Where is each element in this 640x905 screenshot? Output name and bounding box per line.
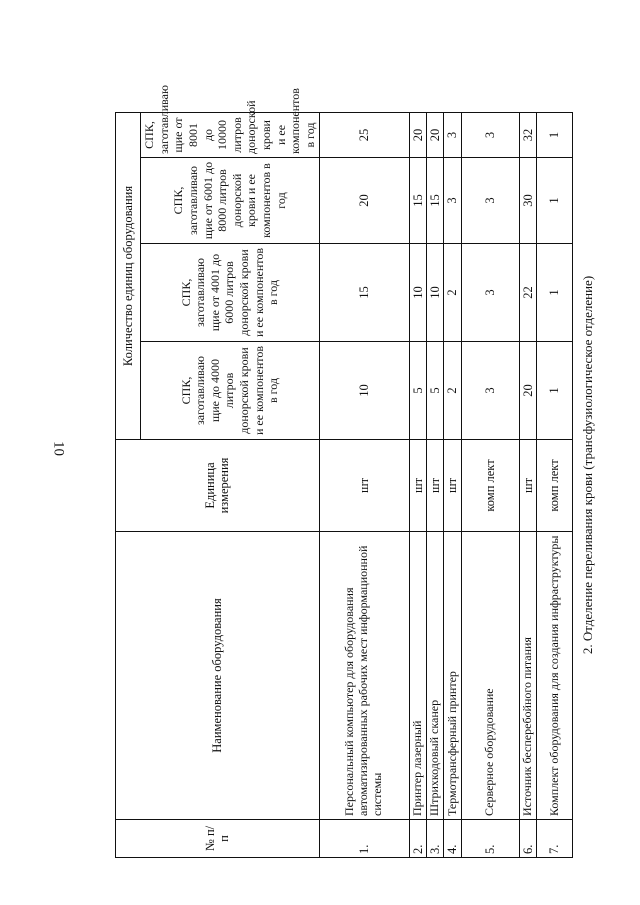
row-value: 1: [537, 112, 573, 157]
row-value: 30: [519, 158, 536, 244]
row-value: 15: [319, 244, 409, 342]
row-name: Серверное оборудование: [461, 532, 519, 820]
row-name: Принтер лазерный: [409, 532, 426, 820]
table-row: [426, 112, 443, 857]
row-name: Штрихкодовый сканер: [426, 532, 443, 820]
row-value: 10: [426, 244, 443, 342]
row-value: 15: [409, 158, 426, 244]
row-unit: комп лект: [537, 440, 573, 532]
row-value: 25: [319, 112, 409, 157]
header-quantity: Количество единиц оборудования: [116, 112, 141, 439]
row-value: 3: [444, 112, 461, 157]
row-value: 2: [444, 342, 461, 440]
row-value: 10: [319, 342, 409, 440]
row-value: 22: [519, 244, 536, 342]
header-unit: Единица измерения: [116, 440, 320, 532]
table-row: [537, 112, 573, 857]
row-value: 10: [409, 244, 426, 342]
header-col-2: СПК, заготавливаю щие от 4001 до 6000 литров донорской крови и ее компонентов в год: [141, 244, 320, 342]
row-unit: шт: [319, 440, 409, 532]
equipment-table-wrapper: [115, 85, 573, 858]
row-name: Комплект оборудования для создания инфраструктуры: [537, 532, 573, 820]
header-num: № п/п: [116, 820, 320, 858]
row-value: 32: [519, 112, 536, 157]
row-num: 6.: [519, 820, 536, 858]
row-num: 4.: [444, 820, 461, 858]
row-value: 20: [319, 158, 409, 244]
row-num: 3.: [426, 820, 443, 858]
header-col-1: СПК, заготавливаю щие до 4000 литров донорской крови и ее компонентов в год: [141, 342, 320, 440]
row-value: 1: [537, 158, 573, 244]
equipment-table: [115, 85, 573, 858]
row-num: 5.: [461, 820, 519, 858]
header-col-4: СПК, заготавливаю щие от 8001 до 10000 литров донорской крови и ее компонентов в год: [141, 112, 320, 157]
row-value: 3: [461, 158, 519, 244]
table-row: [461, 112, 519, 857]
row-name: Источник бесперебойного питания: [519, 532, 536, 820]
row-unit: комп лект: [461, 440, 519, 532]
table-row: [409, 112, 426, 857]
row-num: 1.: [319, 820, 409, 858]
table-row: [519, 112, 536, 857]
row-value: 1: [537, 342, 573, 440]
row-num: 2.: [409, 820, 426, 858]
row-value: 20: [519, 342, 536, 440]
section-title: 2. Отделение переливания крови (трансфузиологическое отделение): [580, 275, 595, 655]
page-number: 10: [50, 441, 67, 456]
row-value: 20: [409, 112, 426, 157]
table-row: [319, 112, 409, 857]
row-value: 3: [461, 112, 519, 157]
row-num: 7.: [537, 820, 573, 858]
row-unit: шт: [426, 440, 443, 532]
row-value: 3: [444, 158, 461, 244]
row-value: 15: [426, 158, 443, 244]
table-row: [444, 112, 461, 857]
row-value: 1: [537, 244, 573, 342]
row-value: 5: [409, 342, 426, 440]
row-name: Термотрансферный принтер: [444, 532, 461, 820]
row-value: 20: [426, 112, 443, 157]
table-header-row: [116, 112, 141, 857]
row-value: 3: [461, 342, 519, 440]
row-value: 5: [426, 342, 443, 440]
header-col-3: СПК, заготавливаю щие от 6001 до 8000 литров донорской крови и ее компонентов в год: [141, 158, 320, 244]
row-unit: шт: [519, 440, 536, 532]
row-value: 3: [461, 244, 519, 342]
row-name: Персональный компьютер для оборудования автоматизированных рабочих мест информационной системы: [319, 532, 409, 820]
row-unit: шт: [444, 440, 461, 532]
row-unit: шт: [409, 440, 426, 532]
header-name: Наименование оборудования: [116, 532, 320, 820]
row-value: 2: [444, 244, 461, 342]
